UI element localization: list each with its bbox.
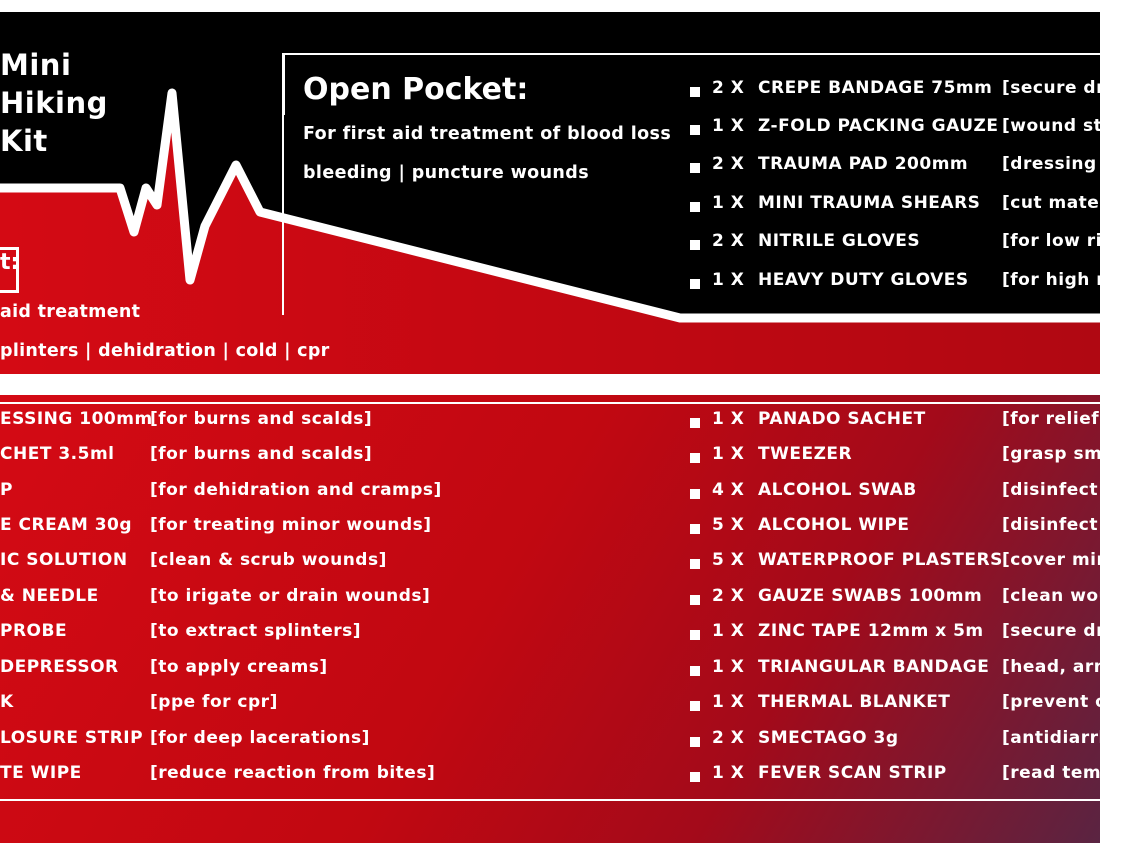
bullet-icon	[690, 737, 700, 747]
item-quantity: 2 X	[712, 586, 745, 606]
item-use: [ppe for cpr]	[150, 692, 278, 712]
item-name: TWEEZER	[758, 444, 853, 464]
item-use: [dressing p	[1002, 154, 1116, 174]
bullet-icon	[690, 87, 700, 97]
item-name: TRAUMA PAD 200mm	[758, 154, 969, 174]
closed-pocket-description: plinters | dehidration | cold | cpr	[0, 341, 330, 361]
item-name: PANADO SACHET	[758, 409, 926, 429]
bullet-icon	[690, 163, 700, 173]
item-quantity: 2 X	[712, 231, 745, 251]
bullet-icon	[690, 559, 700, 569]
item-name: ESSING 100mm	[0, 409, 153, 429]
item-use: [secure dre	[1002, 78, 1118, 98]
item-quantity: 2 X	[712, 78, 745, 98]
item-use: [cover mino	[1002, 550, 1122, 570]
item-name: GAUZE SWABS 100mm	[758, 586, 983, 606]
item-name: HEAVY DUTY GLOVES	[758, 270, 969, 290]
bullet-icon	[690, 630, 700, 640]
item-use: [for low ris	[1002, 231, 1113, 251]
bullet-icon	[690, 701, 700, 711]
item-name: PROBE	[0, 621, 68, 641]
item-name: Z-FOLD PACKING GAUZE	[758, 116, 999, 136]
item-name: ZINC TAPE 12mm x 5m	[758, 621, 984, 641]
item-use: [for high ris	[1002, 270, 1123, 290]
item-name: TRIANGULAR BANDAGE	[758, 657, 990, 677]
item-quantity: 4 X	[712, 480, 745, 500]
kit-title-line: Mini	[0, 48, 72, 82]
bullet-icon	[690, 418, 700, 428]
item-name: CREPE BANDAGE 75mm	[758, 78, 993, 98]
bullet-icon	[690, 772, 700, 782]
item-use: [secure dre	[1002, 621, 1118, 641]
item-name: K	[0, 692, 14, 712]
item-use: [reduce reaction from bites]	[150, 763, 436, 783]
item-use: [read tempe	[1002, 763, 1126, 783]
item-use: [antidiarrhe	[1002, 728, 1124, 748]
item-quantity: 1 X	[712, 270, 745, 290]
item-use: [wound stu	[1002, 116, 1115, 136]
item-name: E CREAM 30g	[0, 515, 133, 535]
item-use: [disinfect h	[1002, 515, 1117, 535]
item-quantity: 2 X	[712, 728, 745, 748]
item-use: [prevent or	[1002, 692, 1117, 712]
item-use: [disinfect to	[1002, 480, 1126, 500]
item-name: ALCOHOL SWAB	[758, 480, 917, 500]
open-pocket-title-bracket	[282, 53, 285, 115]
item-quantity: 1 X	[712, 763, 745, 783]
item-quantity: 1 X	[712, 692, 745, 712]
item-quantity: 5 X	[712, 515, 745, 535]
bullet-icon	[690, 202, 700, 212]
item-use: [grasp sma	[1002, 444, 1115, 464]
item-use: [for relief o	[1002, 409, 1118, 429]
item-name: THERMAL BLANKET	[758, 692, 951, 712]
bullet-icon	[690, 125, 700, 135]
item-name: CHET 3.5ml	[0, 444, 115, 464]
open-pocket-description: bleeding | puncture wounds	[303, 163, 590, 183]
item-name: SMECTAGO 3g	[758, 728, 899, 748]
item-quantity: 5 X	[712, 550, 745, 570]
bullet-icon	[690, 279, 700, 289]
kit-title-line: Kit	[0, 124, 48, 158]
item-use: [cut materi	[1002, 193, 1115, 213]
item-use: [for burns and scalds]	[150, 409, 373, 429]
item-use: [head, arm	[1002, 657, 1112, 677]
item-name: NITRILE GLOVES	[758, 231, 921, 251]
item-use: [to extract splinters]	[150, 621, 362, 641]
item-name: TE WIPE	[0, 763, 82, 783]
bullet-icon	[690, 524, 700, 534]
open-pocket-description: For first aid treatment of blood loss	[303, 124, 672, 144]
item-use: [for dehidration and cramps]	[150, 480, 442, 500]
item-name: DEPRESSOR	[0, 657, 119, 677]
item-name: ALCOHOL WIPE	[758, 515, 910, 535]
kit-title-line: Hiking	[0, 86, 108, 120]
item-name: & NEEDLE	[0, 586, 99, 606]
item-use: [clean & scrub wounds]	[150, 550, 387, 570]
item-name: WATERPROOF PLASTERS	[758, 550, 1003, 570]
closed-pocket-title: t:	[0, 250, 20, 275]
item-name: MINI TRAUMA SHEARS	[758, 193, 981, 213]
open-pocket-title: Open Pocket:	[303, 72, 529, 107]
item-use: [for burns and scalds]	[150, 444, 373, 464]
item-use: [to apply creams]	[150, 657, 328, 677]
item-quantity: 1 X	[712, 657, 745, 677]
item-name: IC SOLUTION	[0, 550, 128, 570]
item-name: FEVER SCAN STRIP	[758, 763, 947, 783]
item-quantity: 1 X	[712, 621, 745, 641]
bullet-icon	[690, 453, 700, 463]
item-use: [for deep lacerations]	[150, 728, 370, 748]
bullet-icon	[690, 489, 700, 499]
bullet-icon	[690, 666, 700, 676]
item-quantity: 2 X	[712, 154, 745, 174]
bullet-icon	[690, 240, 700, 250]
item-use: [to irigate or drain wounds]	[150, 586, 431, 606]
bullet-icon	[690, 595, 700, 605]
item-use: [for treating minor wounds]	[150, 515, 432, 535]
item-quantity: 1 X	[712, 409, 745, 429]
item-name: LOSURE STRIP	[0, 728, 144, 748]
item-use: [clean woun	[1002, 586, 1124, 606]
closed-pocket-description: aid treatment	[0, 302, 141, 322]
item-quantity: 1 X	[712, 116, 745, 136]
item-quantity: 1 X	[712, 193, 745, 213]
item-quantity: 1 X	[712, 444, 745, 464]
item-name: P	[0, 480, 13, 500]
kit-title	[0, 46, 108, 160]
